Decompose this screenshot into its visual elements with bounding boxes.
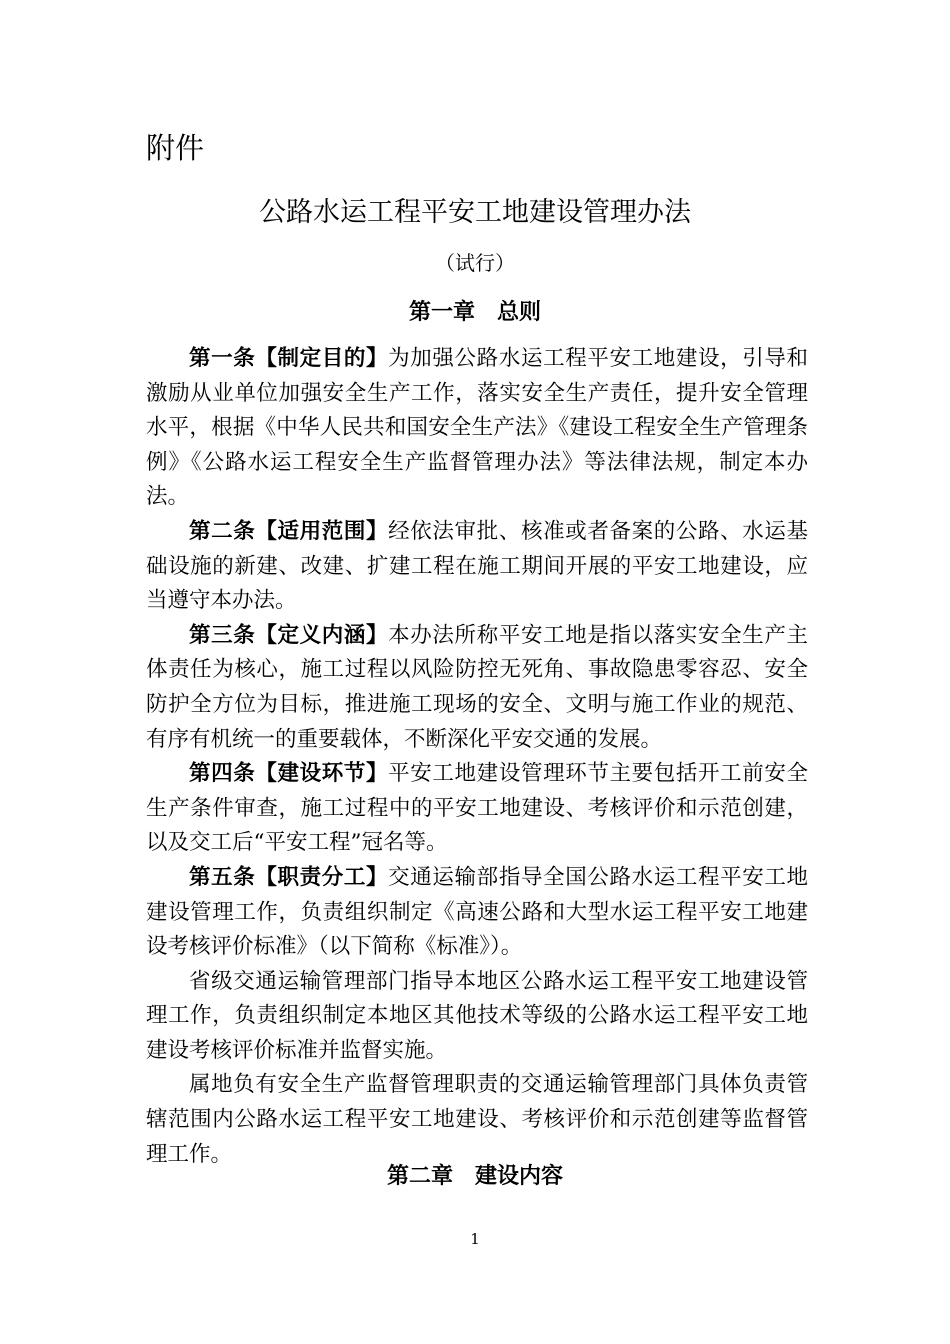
article-heading: 第四条【建设环节】 xyxy=(189,761,389,787)
article-2 xyxy=(146,515,808,619)
document-body xyxy=(146,342,808,1172)
document-subtitle: （试行） xyxy=(435,251,515,275)
article-text: 为加强公路水运工程平安工地建设，引导和激励从业单位加强安全生产工作，落实安全生产责任，提升安全管理水平，根据《中华人民共和国安全生产法》《建设工程安全生产管理条例》《公路水运工程安全生产监督管理办法》等法律法规，制定本办法。 xyxy=(146,346,808,510)
chapter-heading-2: 第二章 建设内容 xyxy=(386,1163,563,1189)
article-4 xyxy=(146,757,808,861)
paragraph-local: 属地负有安全生产监督管理职责的交通运输管理部门具体负责管辖范围内公路水运工程平安工地建设、考核评价和示范创建等监督管理工作。 xyxy=(146,1072,808,1167)
article-heading: 第一条【制定目的】 xyxy=(189,346,389,371)
article-heading: 第三条【定义内涵】 xyxy=(189,622,389,648)
article-text: 交通运输部指导全国公路水运工程平安工地建设管理工作，负责组织制定《高速公路和大型水运工程平安工地建设考核评价标准》（以下简称《标准》）。 xyxy=(146,864,808,960)
article-3 xyxy=(146,619,808,757)
article-1 xyxy=(146,342,808,515)
article-heading: 第二条【适用范围】 xyxy=(189,518,389,544)
article-text: 平安工地建设管理环节主要包括开工前安全生产条件审查，施工过程中的平安工地建设、考核评价和示范创建，以及交工后“平安工程”冠名等。 xyxy=(146,761,808,856)
chapter-heading-1: 第一章 总则 xyxy=(408,299,541,325)
article-text: 本办法所称平安工地是指以落实安全生产主体责任为核心，施工过程以风险防控无死角、事故隐患零容忍、安全防护全方位为目标，推进施工现场的安全、文明与施工作业的规范、有序有机统一的重要载体，不断深化平安交通的发展。 xyxy=(146,622,808,752)
page-number: 1 xyxy=(470,1230,480,1248)
paragraph-provincial: 省级交通运输管理部门指导本地区公路水运工程平安工地建设管理工作，负责组织制定本地区其他技术等级的公路水运工程平安工地建设考核评价标准并监督实施。 xyxy=(146,968,808,1063)
article-text: 经依法审批、核准或者备案的公路、水运基础设施的新建、改建、扩建工程在施工期间开展的平安工地建设，应当遵守本办法。 xyxy=(146,518,808,614)
attachment-label: 附件 xyxy=(146,131,205,165)
article-heading: 第五条【职责分工】 xyxy=(189,864,389,890)
article-5 xyxy=(146,861,808,965)
document-title: 公路水运工程平安工地建设管理办法 xyxy=(259,197,691,228)
